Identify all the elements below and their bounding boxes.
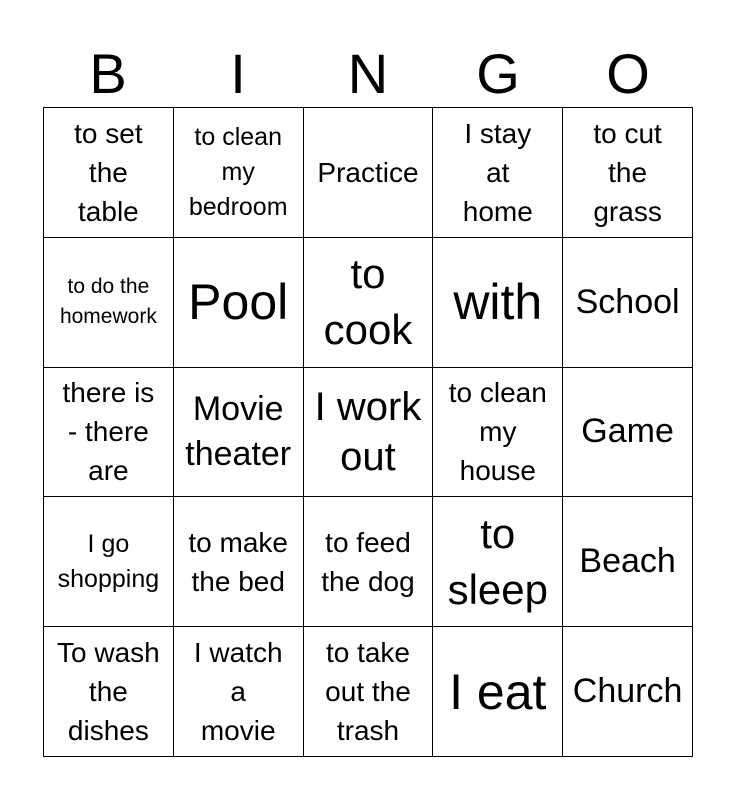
cell-text: to cut the grass (593, 117, 662, 227)
bingo-cell[interactable] (304, 108, 434, 238)
header-letter-n: N (347, 42, 389, 105)
cell-text: with (453, 274, 543, 331)
bingo-cell[interactable] (433, 497, 563, 627)
bingo-cell[interactable] (44, 497, 174, 627)
cell-text: to clean my bedroom (188, 122, 288, 221)
cell-text: to cook (323, 250, 413, 354)
cell-text: I go shopping (57, 529, 160, 593)
bingo-cell[interactable] (563, 627, 693, 757)
bingo-cell[interactable] (304, 497, 434, 627)
bingo-cell[interactable] (563, 368, 693, 498)
header-letter-i: I (230, 42, 246, 105)
cell-text: I watch a movie (193, 637, 283, 747)
cell-text: Pool (188, 274, 289, 331)
cell-text: Game (581, 412, 674, 451)
bingo-cell[interactable] (174, 238, 304, 368)
cell-text: To wash the dishes (57, 637, 160, 747)
bingo-cell[interactable] (174, 497, 304, 627)
header-letter-b: B (89, 42, 127, 105)
cell-text: to make the bed (188, 526, 288, 597)
cell-text: to set the table (74, 117, 143, 227)
bingo-header (43, 40, 693, 108)
cell-text: I stay at home (462, 117, 533, 227)
bingo-cell[interactable] (44, 238, 174, 368)
bingo-card-grid (43, 107, 693, 757)
bingo-cell[interactable] (44, 627, 174, 757)
bingo-cell[interactable] (304, 627, 434, 757)
cell-text: there is - there are (62, 377, 155, 487)
bingo-cell[interactable] (433, 627, 563, 757)
cell-text: to do the homework (59, 275, 157, 329)
bingo-cell[interactable] (44, 108, 174, 238)
bingo-cell[interactable] (433, 238, 563, 368)
cell-text: Church (572, 672, 683, 711)
bingo-cell[interactable] (174, 368, 304, 498)
cell-text: School (575, 282, 680, 321)
cell-text: to clean my house (448, 377, 547, 487)
bingo-cell[interactable] (174, 627, 304, 757)
bingo-cell[interactable] (304, 368, 434, 498)
cell-text: to feed the dog (321, 526, 415, 597)
bingo-cell[interactable] (563, 497, 693, 627)
bingo-cell[interactable] (563, 238, 693, 368)
cell-text: Practice (317, 156, 419, 188)
bingo-cell[interactable] (44, 368, 174, 498)
bingo-cell[interactable] (433, 108, 563, 238)
bingo-cell[interactable] (174, 108, 304, 238)
bingo-cell[interactable] (563, 108, 693, 238)
bingo-cell[interactable] (304, 238, 434, 368)
header-letter-g: G (476, 42, 520, 105)
cell-text: I work out (314, 384, 422, 479)
bingo-cell[interactable] (433, 368, 563, 498)
cell-text: Beach (579, 542, 676, 581)
cell-text: Movie theater (185, 389, 292, 473)
header-letter-o: O (606, 42, 650, 105)
cell-text: to take out the trash (325, 637, 411, 747)
cell-text: to sleep (447, 509, 548, 613)
cell-text: I eat (449, 663, 547, 720)
